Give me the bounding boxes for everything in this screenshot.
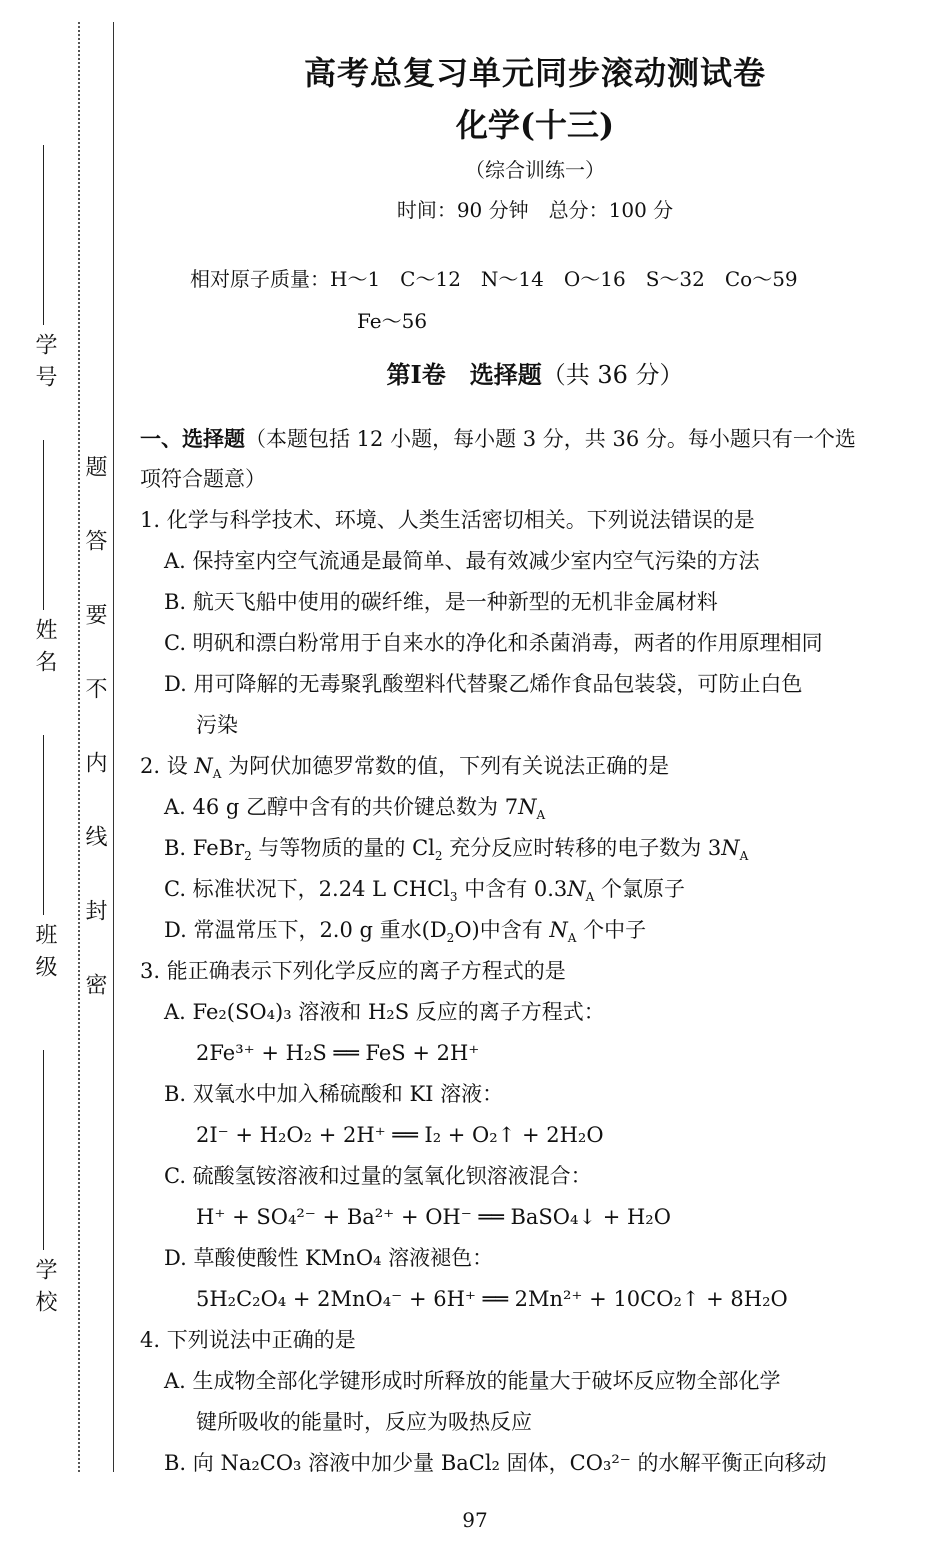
option: A. 生成物全部化学键形成时所释放的能量大于破坏反应物全部化学 xyxy=(164,1369,781,1393)
option: C. 硫酸氢铵溶液和过量的氢氧化钡溶液混合： xyxy=(164,1164,592,1188)
school-blank xyxy=(43,1050,45,1250)
exam-title: 高考总复习单元同步滚动测试卷 xyxy=(303,54,766,92)
seal-char: 题 xyxy=(82,455,107,477)
option: B. 航天飞船中使用的碳纤维，是一种新型的无机非金属材料 xyxy=(164,590,718,614)
text-run: O)中含有 xyxy=(454,918,550,942)
student-id-blank xyxy=(43,145,45,325)
solid-margin-line xyxy=(113,22,114,1472)
text-run: D. 常温常压下，2.0 g 重水(D xyxy=(164,918,447,942)
student-id-field xyxy=(24,145,64,397)
exam-note: （综合训练一） xyxy=(465,158,605,182)
question-stem: 4. 下列说法中正确的是 xyxy=(140,1328,356,1352)
question-stem xyxy=(140,746,930,787)
text-run: 个氯原子 xyxy=(594,877,686,901)
seal-line-notice xyxy=(82,455,110,995)
seal-char: 内 xyxy=(82,751,107,773)
text-run: 与等物质的量的 Cl xyxy=(251,836,435,860)
text-run: B. FeBr xyxy=(164,836,245,860)
option: B. 向 Na₂CO₃ 溶液中加少量 BaCl₂ 固体，CO₃²⁻ 的水解平衡正向移动 xyxy=(164,1451,827,1475)
section-heading-rest: （共 36 分） xyxy=(541,361,684,389)
option-continuation: 键所吸收的能量时，反应为吸热反应 xyxy=(196,1410,532,1434)
dotted-cut-line xyxy=(78,22,80,1472)
seal-char: 要 xyxy=(82,603,107,625)
option: A. Fe₂(SO₄)₃ 溶液和 H₂S 反应的离子方程式： xyxy=(164,1000,605,1024)
seal-char: 答 xyxy=(82,529,107,551)
equation: 2I⁻ + H₂O₂ + 2H⁺ ══ I₂ + O₂↑ + 2H₂O xyxy=(196,1123,604,1147)
name-label: 姓名 xyxy=(32,618,57,682)
exam-subtitle: 化学(十三) xyxy=(455,106,615,144)
option: A. 保持室内空气流通是最简单、最有效减少室内空气污染的方法 xyxy=(164,549,760,573)
section-heading-bold: 第Ⅰ卷 选择题 xyxy=(386,360,542,389)
school-label: 学校 xyxy=(32,1258,57,1322)
class-label: 班级 xyxy=(32,923,57,987)
seal-char: 不 xyxy=(82,677,107,699)
page-number: 97 xyxy=(462,1508,488,1532)
intro-line xyxy=(140,418,930,459)
section-heading xyxy=(140,355,930,390)
text-run: C. 标准状况下，2.24 L CHCl xyxy=(164,877,450,901)
option-continuation: 污染 xyxy=(196,713,238,737)
equation: 5H₂C₂O₄ + 2MnO₄⁻ + 6H⁺ ══ 2Mn²⁺ + 10CO₂↑ + 8H₂O xyxy=(196,1287,788,1311)
class-blank xyxy=(43,735,45,915)
avogadro-subscript: A xyxy=(536,808,546,823)
avogadro-subscript: A xyxy=(585,890,595,905)
class-field xyxy=(24,735,64,987)
seal-char: 线 xyxy=(82,825,107,847)
avogadro-symbol: N xyxy=(721,836,740,860)
school-field xyxy=(24,1050,64,1322)
question-stem: 1. 化学与科学技术、环境、人类生活密切相关。下列说法错误的是 xyxy=(140,508,755,532)
equation: H⁺ + SO₄²⁻ + Ba²⁺ + OH⁻ ══ BaSO₄↓ + H₂O xyxy=(196,1205,671,1229)
questions-body xyxy=(140,418,930,1484)
time-and-score: 时间：90 分钟 总分：100 分 xyxy=(396,198,674,222)
text-run: A. 46 g 乙醇中含有的共价键总数为 7 xyxy=(164,795,519,819)
atomic-masses-line: Fe～56 xyxy=(357,309,428,333)
student-id-label: 学号 xyxy=(32,333,57,397)
atomic-masses-line: 相对原子质量：H～1 C～12 N～14 O～16 S～32 Co～59 xyxy=(190,267,798,291)
option: D. 常温常压下，2.0 g 重水$(D_2O)$中含有 $N_A$ 个中子 xyxy=(164,918,647,946)
intro-lead: 一、选择题 xyxy=(140,426,245,451)
avogadro-symbol: N xyxy=(518,795,537,819)
option: C. 标准状况下，2.24 L CHCl$_3$ 中含有 $0.3N_A$ 个氯原子 xyxy=(164,877,686,905)
option: B. 双氧水中加入稀硫酸和 KI 溶液： xyxy=(164,1082,504,1106)
intro-line: 项符合题意） xyxy=(140,467,266,491)
atomic-masses xyxy=(190,258,920,342)
avogadro-symbol: N xyxy=(567,877,586,901)
name-field xyxy=(24,440,64,682)
equation: 2Fe³⁺ + H₂S ══ FeS + 2H⁺ xyxy=(196,1041,480,1065)
seal-char: 密 xyxy=(82,973,107,995)
intro-text: （本题包括 12 小题，每小题 3 分，共 36 分。每小题只有一个选 xyxy=(245,427,856,451)
text-run: 2. 设 xyxy=(140,754,195,778)
option xyxy=(140,787,930,828)
option: D. 草酸使酸性 KMnO₄ 溶液褪色： xyxy=(164,1246,494,1270)
avogadro-symbol: N xyxy=(549,918,568,942)
avogadro-subscript: A xyxy=(567,931,577,946)
option: C. 明矾和漂白粉常用于自来水的净化和杀菌消毒，两者的作用原理相同 xyxy=(164,631,823,655)
text-run: 中含有 0.3 xyxy=(457,877,568,901)
option: D. 用可降解的无毒聚乳酸塑料代替聚乙烯作食品包装袋，可防止白色 xyxy=(164,672,803,696)
text-run: 充分反应时转移的电子数为 3 xyxy=(442,836,722,860)
avogadro-symbol: N xyxy=(194,754,213,778)
text-run: 为阿伏加德罗常数的值，下列有关说法正确的是 xyxy=(221,754,670,778)
seal-char: 封 xyxy=(82,899,107,921)
text-run: 个中子 xyxy=(576,918,647,942)
avogadro-subscript: A xyxy=(212,767,222,782)
avogadro-subscript: A xyxy=(739,849,749,864)
question-stem: 3. 能正确表示下列化学反应的离子方程式的是 xyxy=(140,959,566,983)
option: B. FeBr$_2$ 与等物质的量的 $Cl_2$ 充分反应时转移的电子数为 $3N_A$ xyxy=(164,836,749,864)
name-blank xyxy=(43,440,45,610)
